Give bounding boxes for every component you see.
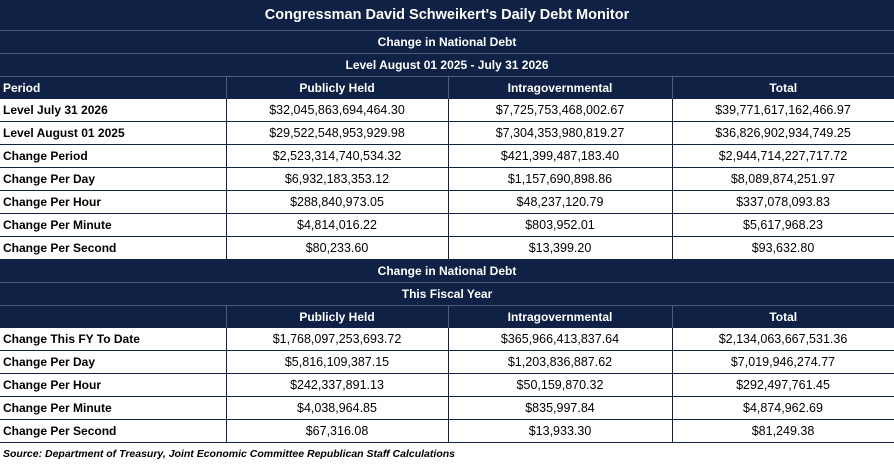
title-row (0, 0, 894, 31)
total-value: $2,944,714,227,717.72 (672, 145, 894, 168)
total-value: $7,019,946,274.77 (672, 351, 894, 374)
publicly-held-value: $67,316.08 (226, 420, 448, 443)
column-header-publicly-held: Publicly Held (226, 77, 448, 100)
intragovernmental-value: $803,952.01 (448, 214, 672, 237)
table-row (0, 99, 894, 122)
publicly-held-value: $4,038,964.85 (226, 397, 448, 420)
total-value: $292,497,761.45 (672, 374, 894, 397)
total-value: $337,078,093.83 (672, 191, 894, 214)
intragovernmental-value: $1,203,836,887.62 (448, 351, 672, 374)
source-row (0, 443, 894, 466)
row-label: Change Per Second (0, 420, 226, 443)
publicly-held-value: $2,523,314,740,534.32 (226, 145, 448, 168)
column-header-total: Total (672, 306, 894, 329)
column-header-intragovernmental: Intragovernmental (448, 306, 672, 329)
row-label: Change Per Day (0, 351, 226, 374)
table-row (0, 122, 894, 145)
column-header-intragovernmental: Intragovernmental (448, 77, 672, 100)
intragovernmental-value: $1,157,690,898.86 (448, 168, 672, 191)
section2-column-headers (0, 306, 894, 329)
intragovernmental-value: $7,304,353,980,819.27 (448, 122, 672, 145)
intragovernmental-value: $421,399,487,183.40 (448, 145, 672, 168)
table-row (0, 237, 894, 260)
section1-column-headers (0, 77, 894, 100)
column-header-publicly-held: Publicly Held (226, 306, 448, 329)
publicly-held-value: $29,522,548,953,929.98 (226, 122, 448, 145)
total-value: $39,771,617,162,466.97 (672, 99, 894, 122)
publicly-held-value: $242,337,891.13 (226, 374, 448, 397)
section1-subheading-row (0, 54, 894, 77)
row-label: Change Period (0, 145, 226, 168)
section2-heading: Change in National Debt (0, 260, 894, 283)
row-label: Change This FY To Date (0, 328, 226, 351)
table-row (0, 145, 894, 168)
intragovernmental-value: $835,997.84 (448, 397, 672, 420)
page-title: Congressman David Schweikert's Daily Debt Monitor (0, 0, 894, 31)
intragovernmental-value: $365,966,413,837.64 (448, 328, 672, 351)
column-header-total: Total (672, 77, 894, 100)
section2-heading-row (0, 260, 894, 283)
publicly-held-value: $32,045,863,694,464.30 (226, 99, 448, 122)
intragovernmental-value: $13,399.20 (448, 237, 672, 260)
column-header-blank (0, 306, 226, 329)
table-row (0, 351, 894, 374)
row-label: Level August 01 2025 (0, 122, 226, 145)
section1-heading: Change in National Debt (0, 31, 894, 54)
table-row (0, 214, 894, 237)
total-value: $2,134,063,667,531.36 (672, 328, 894, 351)
row-label: Change Per Second (0, 237, 226, 260)
row-label: Change Per Minute (0, 397, 226, 420)
total-value: $5,617,968.23 (672, 214, 894, 237)
row-label: Level July 31 2026 (0, 99, 226, 122)
total-value: $4,874,962.69 (672, 397, 894, 420)
publicly-held-value: $4,814,016.22 (226, 214, 448, 237)
row-label: Change Per Day (0, 168, 226, 191)
publicly-held-value: $6,932,183,353.12 (226, 168, 448, 191)
total-value: $81,249.38 (672, 420, 894, 443)
intragovernmental-value: $50,159,870.32 (448, 374, 672, 397)
section1-heading-row (0, 31, 894, 54)
section2-subheading-row (0, 283, 894, 306)
row-label: Change Per Minute (0, 214, 226, 237)
column-header-period: Period (0, 77, 226, 100)
publicly-held-value: $1,768,097,253,693.72 (226, 328, 448, 351)
table-row (0, 168, 894, 191)
intragovernmental-value: $13,933.30 (448, 420, 672, 443)
total-value: $93,632.80 (672, 237, 894, 260)
publicly-held-value: $80,233.60 (226, 237, 448, 260)
source-note: Source: Department of Treasury, Joint Economic Committee Republican Staff Calculations (0, 443, 894, 466)
table-row (0, 397, 894, 420)
total-value: $8,089,874,251.97 (672, 168, 894, 191)
row-label: Change Per Hour (0, 191, 226, 214)
section1-subheading: Level August 01 2025 - July 31 2026 (0, 54, 894, 77)
table-row (0, 374, 894, 397)
table-row (0, 191, 894, 214)
intragovernmental-value: $7,725,753,468,002.67 (448, 99, 672, 122)
row-label: Change Per Hour (0, 374, 226, 397)
intragovernmental-value: $48,237,120.79 (448, 191, 672, 214)
publicly-held-value: $5,816,109,387.15 (226, 351, 448, 374)
section2-subheading: This Fiscal Year (0, 283, 894, 306)
total-value: $36,826,902,934,749.25 (672, 122, 894, 145)
table-row (0, 420, 894, 443)
table-row (0, 328, 894, 351)
publicly-held-value: $288,840,973.05 (226, 191, 448, 214)
